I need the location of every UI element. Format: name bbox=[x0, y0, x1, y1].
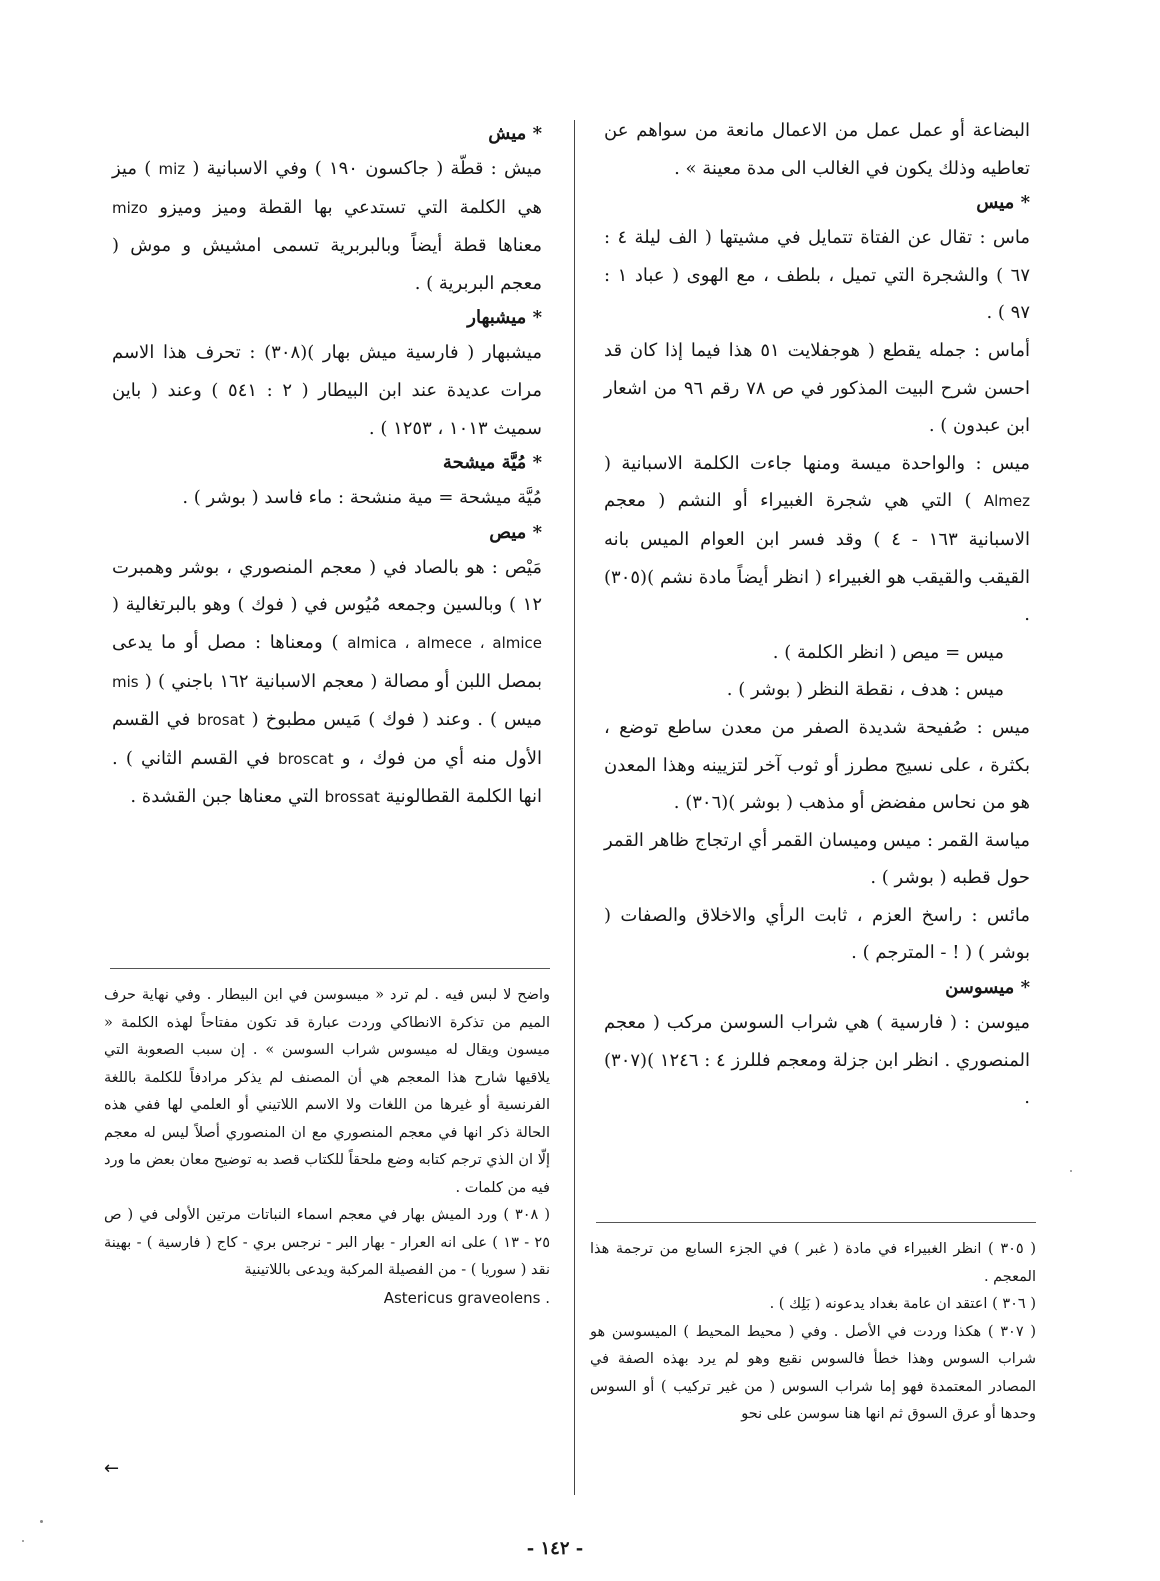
footnote: واضح لا لبس فيه . لم ترد « ميسوسن في ابن البيطار . وفي نهاية حرف الميم من تذكرة الانطاكي وردت عبارة قد تكون مفتاحاً لهذه الكلمة « ميسون ويقال له ميسوس شراب السوسن » . إن سبب الصعوبة التي يلاقيها شارح هذا المعجم هي أن المصنف لم يذكر مرادفاً للكلمة باللغة الفرنسية أو غيرها من اللغات ولا الاسم اللاتيني أو العلمي لها ففي هذه الحالة ذكر انها في معجم المنصوري مع ان المنصوري أصلاً ليس له معجم إلّا ان الذي ترجم كتابه وضع ملحقاً للكتاب قصد به توضيح معان بعض ما ورد فيه من كلمات . bbox=[104, 987, 550, 1196]
footnote-latin: Astericus graveolens . bbox=[383, 1288, 550, 1307]
footnotes-left bbox=[104, 982, 550, 1312]
paragraph: مائس : راسخ العزم ، ثابت الرأي والاخلاق والصفات ( بوشر ) ( ! - المترجم ) . bbox=[604, 904, 1030, 964]
paragraph: مياسة القمر : ميس وميسان القمر أي ارتجاج ظاهر القمر حول قطبه ( بوشر ) . bbox=[604, 829, 1030, 889]
continuation-arrow-icon: ← bbox=[104, 1458, 120, 1479]
paragraph: مُيَّة ميشحة = مية منشحة : ماء فاسد ( بوشر ) . bbox=[182, 487, 542, 509]
paragraph: ميش : قطّة ( جاكسون ١٩٠ ) وفي الاسبانية ( miz ) ميز هي الكلمة التي تستدعي بها القطة وميز وميزو mizo معناها قطة أيضاً وبالبربرية تسمى امشيش و موش ( معجم البربرية ) . bbox=[112, 158, 542, 294]
paragraph: البضاعة أو عمل عمل من الاعمال مانعة من سواهم عن تعاطيه وذلك يكون في الغالب الى مدة معينة » . bbox=[604, 120, 1030, 179]
page-number: - ١٤٢ - bbox=[526, 1538, 584, 1559]
column-divider bbox=[574, 120, 575, 1495]
paragraph: ميشبهار ( فارسية ميش بهار )(٣٠٨) : تحرف هذا الاسم مرات عديدة عند ابن البيطار ( ٢ : ٥٤١ ) وعند ( باين سميث ١٠١٣ ، ١٢٥٣ ) . bbox=[112, 342, 543, 439]
scan-speck bbox=[22, 1540, 24, 1542]
left-column bbox=[112, 118, 542, 817]
paragraph: مَيْص : هو بالصاد في ( معجم المنصوري ، بوشر وهمبرت ١٢ ) وبالسين وجمعه مُيُوس في ( فوك ) وهو بالبرتغالية ( almica ، almece ، almice ) ومعناها : مصل أو ما يدعى بمصل اللبن أو مصالة ( معجم الاسبانية ١٦٢ باجني ) ( mis ميس ) . وعند ( فوك ) مَيس مطبوخ ( brosat في القسم الأول منه أي من فوك ، و broscat في القسم الثاني ) . انها الكلمة القطالونية brossat التي معناها جبن القشدة . bbox=[112, 556, 543, 808]
footnote: ( ٣٠٧ ) هكذا وردت في الأصل . وفي ( محيط المحيط ) الميسوسن هو شراب السوس وهذا خطأ فالسوس نقيع وهو لم يرد بهذه الصفة في المصادر المعتمدة فهو إما شراب السوس ( من غير تركيب ) أو السوس وحدها أو عرق السوق ثم انها هنا سوسن على نحو bbox=[590, 1323, 1036, 1422]
entry-heading: * ميشبهار bbox=[467, 307, 542, 329]
scan-speck bbox=[40, 1520, 43, 1523]
entry-heading: * ميس bbox=[976, 192, 1030, 214]
paragraph: ميس : صُفيحة شديدة الصفر من معدن ساطع توضع ، بكثرة ، على نسيج مطرز أو ثوب آخر لتزيينه وهذا المعدن هو من نحاس مفضض أو مذهب ( بوشر )(٣٠٦) . bbox=[604, 716, 1030, 814]
paragraph: ميس = ميص ( انظر الكلمة ) . bbox=[772, 641, 1004, 663]
footnote: ( ٣٠٨ ) ورد الميش بهار في معجم اسماء النباتات مرتين الأولى في ( ص ٢٥ - ١٣ ) على انه العرار - بهار البر - نرجس بري - كاج ( فارسية ) - بهينة نقد ( سوريا ) - من الفصيلة المركبة ويدعى باللاتينية bbox=[104, 1207, 550, 1278]
footnote: ( ٣٠٦ ) اعتقد ان عامة بغداد يدعونه ( بَلِك ) . bbox=[769, 1296, 1036, 1312]
paragraph: أماس : جمله يقطع ( هوجفلايت ٥١ هذا فيما إذا كان قد احسن شرح البيت المذكور في ص ٧٨ رقم ٩٦ من اشعار ابن عبدون ) . bbox=[604, 339, 1030, 437]
footnote-rule-right bbox=[596, 1222, 1036, 1223]
footnote-rule-left bbox=[110, 968, 550, 969]
scan-speck bbox=[1070, 1170, 1072, 1172]
paragraph: ميس : هدف ، نقطة النظر ( بوشر ) . bbox=[726, 679, 1004, 701]
paragraph: ميوسن : ( فارسية ) هي شراب السوسن مركب ( معجم المنصوري . انظر ابن جزلة ومعجم فللرز ٤ : ١٢٤٦ )(٣٠٧) . bbox=[604, 1012, 1030, 1109]
paragraph: ميس : والواحدة ميسة ومنها جاءت الكلمة الاسبانية ( Almez ) التي هي شجرة الغبيراء أو النشم ( معجم الاسبانية ١٦٣ - ٤ ) وقد فسر ابن العوام الميس بانه القيقب والقيقب هو الغبيراء ( انظر أيضاً مادة نشم )(٣٠٥) . bbox=[604, 452, 1031, 626]
right-column bbox=[604, 112, 1030, 1117]
entry-heading: * مُيَّة ميشحة bbox=[442, 452, 542, 474]
footnotes-right bbox=[590, 1236, 1036, 1429]
entry-heading: * ميش bbox=[488, 123, 542, 144]
entry-heading: * ميسوسن bbox=[945, 977, 1030, 999]
footnote: ( ٣٠٥ ) انظر الغبيراء في مادة ( غبر ) في الجزء السابع من ترجمة هذا المعجم . bbox=[590, 1241, 1036, 1285]
entry-heading: * ميص bbox=[489, 521, 542, 543]
paragraph: ماس : تقال عن الفتاة تتمايل في مشيتها ( الف ليلة ٤ : ٦٧ ) والشجرة التي تميل ، بلطف ، مع الهوى ( عباد ١ : ٩٧ ) . bbox=[604, 227, 1030, 324]
